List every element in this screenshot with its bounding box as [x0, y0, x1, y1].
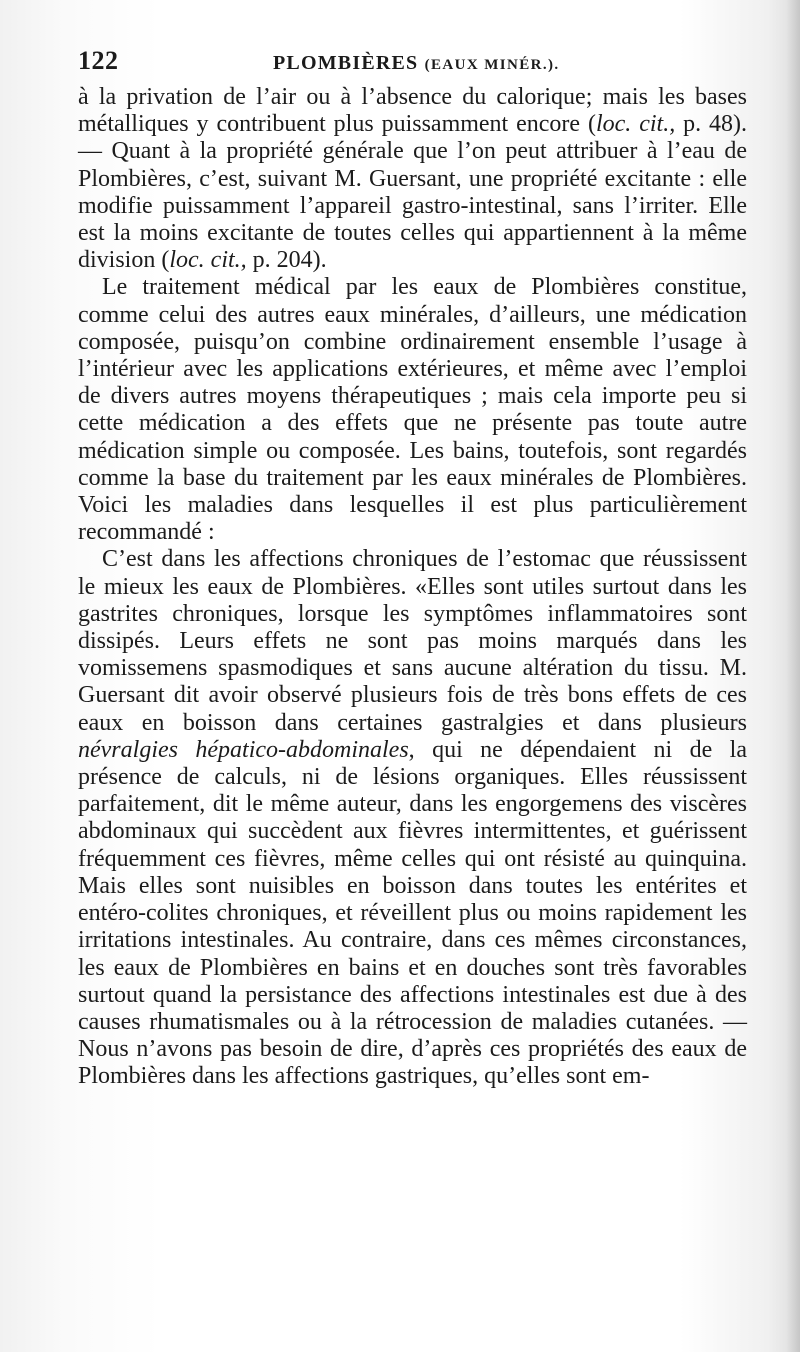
page-edge-shadow	[786, 0, 800, 1352]
italic-term: névralgies hépatico-abdominales	[78, 736, 409, 763]
page-header	[78, 44, 748, 80]
running-title-subtitle: (EAUX MINÉR.).	[424, 57, 560, 73]
paragraph-3: C’est dans les affections chroniques de l’estomac que réussissent le mieux les eaux de Plombières. «Elles sont utiles surtout dans les gastrites chroniques, lorsque les symptômes inflammatoires sont dissipés. Leurs effets ne sont pas moins marqués dans les vomissemens spasmodiques et sans aucune altération du tissu. M. Guersant dit avoir observé plusieurs fois de très bons effets de ces eaux en boisson dans certaines gastralgies et dans plusieurs névralgies hépatico-abdominales, qui ne dépendaient ni de la présence de calculs, ni de lésions organiques. Elles réussissent parfaitement, dit le même auteur, dans les engorgemens des viscères abdominaux qui succèdent aux fièvres intermittentes, et guérissent fréquemment ces fièvres, même celles qui ont résisté au quinquina. Mais elles sont nuisibles en boisson dans toutes les entérites et entéro-colites chroniques, et réveillent plus ou moins rapidement les irritations intestinales. Au contraire, dans ces mêmes circonstances, les eaux de Plombières en bains et en douches sont très favorables surtout quand la persistance des affections intestinales est due à des causes rhumatismales ou à la rétrocession de maladies cutanées. — Nous n’avons pas besoin de dire, d’après ces propriétés des eaux de Plombières dans les affections gastriques, qu’elles sont em-	[78, 546, 748, 1090]
running-title-main: PLOMBIÈRES	[273, 52, 419, 74]
italic-term: loc. cit.,	[595, 111, 676, 138]
page-body	[78, 84, 747, 1091]
italic-term: loc. cit.,	[169, 247, 247, 274]
paragraph-2: Le traitement médical par les eaux de Plombières constitue, comme celui des autres eaux minérales, d’ailleurs, une médication composée, puisqu’on combine ordinairement ensemble l’usage à l’intérieur avec les applications extérieures, et même avec l’emploi de divers autres moyens thérapeutiques ; mais cela importe peu si cette médication a des effets que ne présente pas toute autre médication simple ou composée. Les bains, toutefois, sont regardés comme la base du traitement par les eaux minérales de Plombières. Voici les maladies dans lesquelles il est plus particulièrement recommandé :	[78, 274, 747, 546]
running-title	[273, 52, 560, 75]
page-number: 122	[78, 46, 119, 75]
paragraph-1: à la privation de l’air ou à l’absence du calorique; mais les bases métalliques y contribuent plus puissamment encore (loc. cit., p. 48). — Quant à la propriété générale que l’on peut attribuer à l’eau de Plombières, c’est, suivant M. Guersant, une propriété excitante : elle modifie puissamment l’appareil gastro-intestinal, sans l’irriter. Elle est la moins excitante de toutes celles qui appartiennent à la même division (loc. cit., p. 204).	[78, 84, 748, 274]
